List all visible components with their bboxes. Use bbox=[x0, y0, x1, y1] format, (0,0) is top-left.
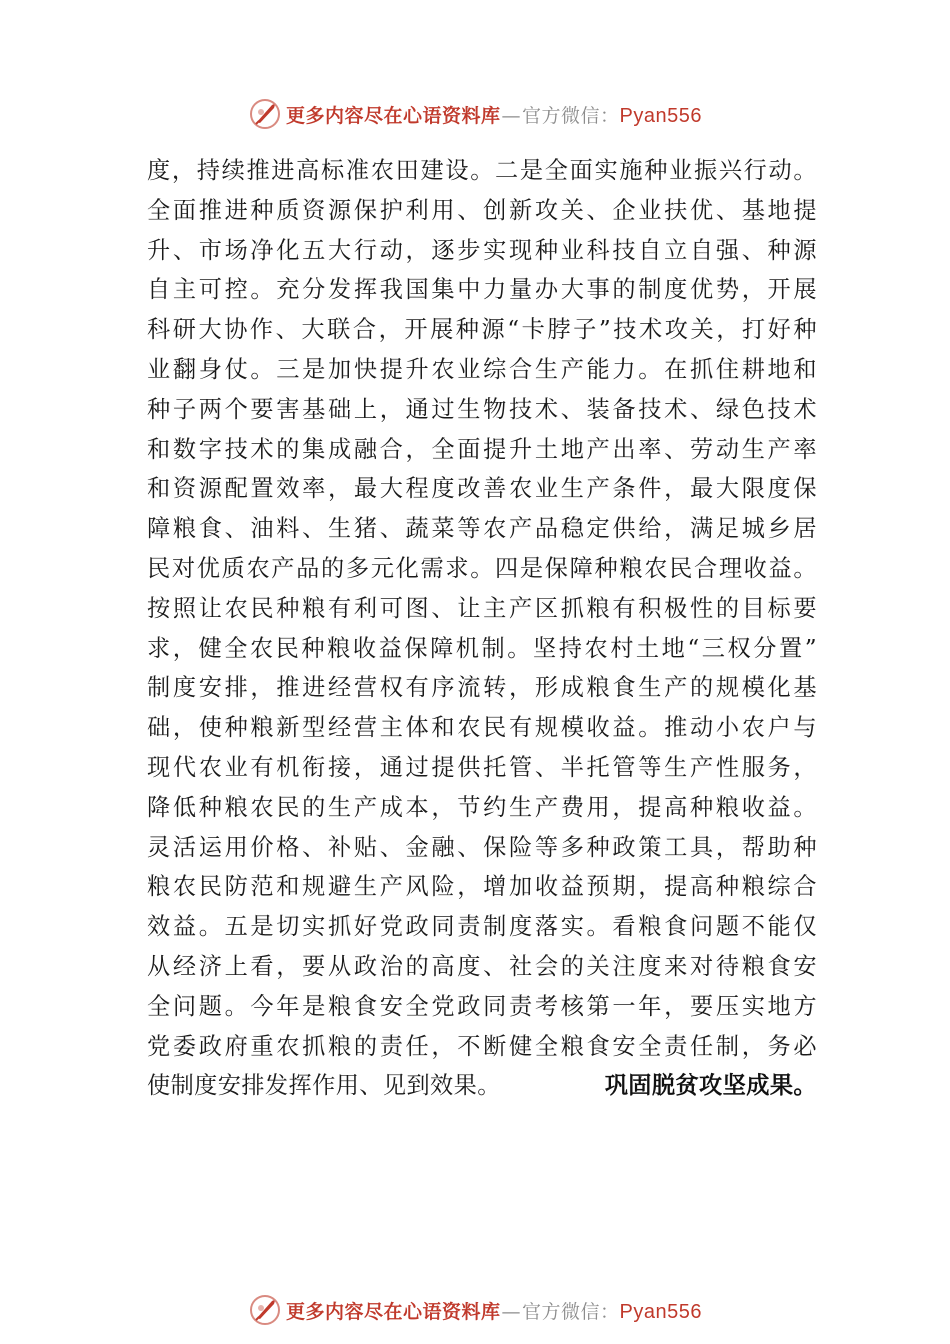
header-banner bbox=[0, 94, 950, 134]
official-label: 官方微信： bbox=[522, 104, 620, 127]
text-line: 和数字技术的集成融合，全面提升土地产出率、劳动生产率 bbox=[147, 435, 817, 463]
text-line: 降低种粮农民的生产成本，节约生产费用，提高种粮收益。 bbox=[147, 793, 817, 821]
text-line: 按照让农民种粮有利可图、让主产区抓粮有积极性的目标要 bbox=[147, 594, 817, 622]
site-name: 更多内容尽在心语资料库 bbox=[286, 104, 501, 127]
text-line: 升、市场净化五大行动，逐步实现种业科技自立自强、种源 bbox=[147, 236, 817, 264]
banner-text bbox=[286, 101, 702, 128]
wechat-id: Pyan556 bbox=[619, 1300, 702, 1323]
text-line: 粮农民防范和规避生产风险，增加收益预期，提高种粮综合 bbox=[147, 873, 817, 901]
banner-dash: — bbox=[501, 104, 522, 127]
text-line: 科研大协作、大联合，开展种源“卡脖子”技术攻关，打好种 bbox=[147, 316, 817, 344]
text-line: 党委政府重农抓粮的责任，不断健全粮食安全责任制，务必 bbox=[147, 1032, 817, 1060]
quill-logo-icon bbox=[248, 1293, 282, 1327]
text-line: 效益。五是切实抓好党政同责制度落实。看粮食问题不能仅 bbox=[147, 913, 817, 941]
text-line: 障粮食、油料、生猪、蔬菜等农产品稳定供给，满足城乡居 bbox=[147, 515, 817, 543]
article-body bbox=[147, 151, 817, 1106]
last-line-text: 使制度安排发挥作用、见到效果。 bbox=[147, 1072, 501, 1100]
text-line: 民对优质农产品的多元化需求。四是保障种粮农民合理收益。 bbox=[147, 554, 817, 582]
text-line: 现代农业有机衔接，通过提供托管、半托管等生产性服务， bbox=[147, 753, 817, 781]
text-line: 从经济上看，要从政治的高度、社会的关注度来对待粮食安 bbox=[147, 952, 817, 980]
text-line: 和资源配置效率，最大程度改善农业生产条件，最大限度保 bbox=[147, 475, 817, 503]
banner-dash: — bbox=[501, 1300, 522, 1323]
text-line: 求，健全农民种粮收益保障机制。坚持农村土地“三权分置” bbox=[147, 634, 817, 662]
text-line: 制度安排，推进经营权有序流转，形成粮食生产的规模化基 bbox=[147, 674, 817, 702]
section-heading: 巩固脱贫攻坚成果。 bbox=[604, 1072, 817, 1100]
text-line: 种子两个要害基础上，通过生物技术、装备技术、绿色技术 bbox=[147, 395, 817, 423]
quill-logo-icon bbox=[248, 97, 282, 131]
text-line: 础，使种粮新型经营主体和农民有规模收益。推动小农户与 bbox=[147, 714, 817, 742]
text-line-last bbox=[147, 1066, 817, 1106]
text-line: 全问题。今年是粮食安全党政同责考核第一年，要压实地方 bbox=[147, 992, 817, 1020]
official-label: 官方微信： bbox=[522, 1300, 620, 1323]
text-line: 度，持续推进高标准农田建设。二是全面实施种业振兴行动。 bbox=[147, 157, 817, 184]
footer-banner bbox=[0, 1290, 950, 1330]
wechat-id: Pyan556 bbox=[619, 104, 702, 127]
banner-text bbox=[286, 1297, 702, 1324]
site-name: 更多内容尽在心语资料库 bbox=[286, 1300, 501, 1323]
text-line: 业翻身仗。三是加快提升农业综合生产能力。在抓住耕地和 bbox=[147, 355, 817, 383]
text-line: 自主可控。充分发挥我国集中力量办大事的制度优势，开展 bbox=[147, 276, 817, 304]
text-line: 灵活运用价格、补贴、金融、保险等多种政策工具，帮助种 bbox=[147, 833, 817, 861]
text-line: 全面推进种质资源保护利用、创新攻关、企业扶优、基地提 bbox=[147, 196, 817, 224]
